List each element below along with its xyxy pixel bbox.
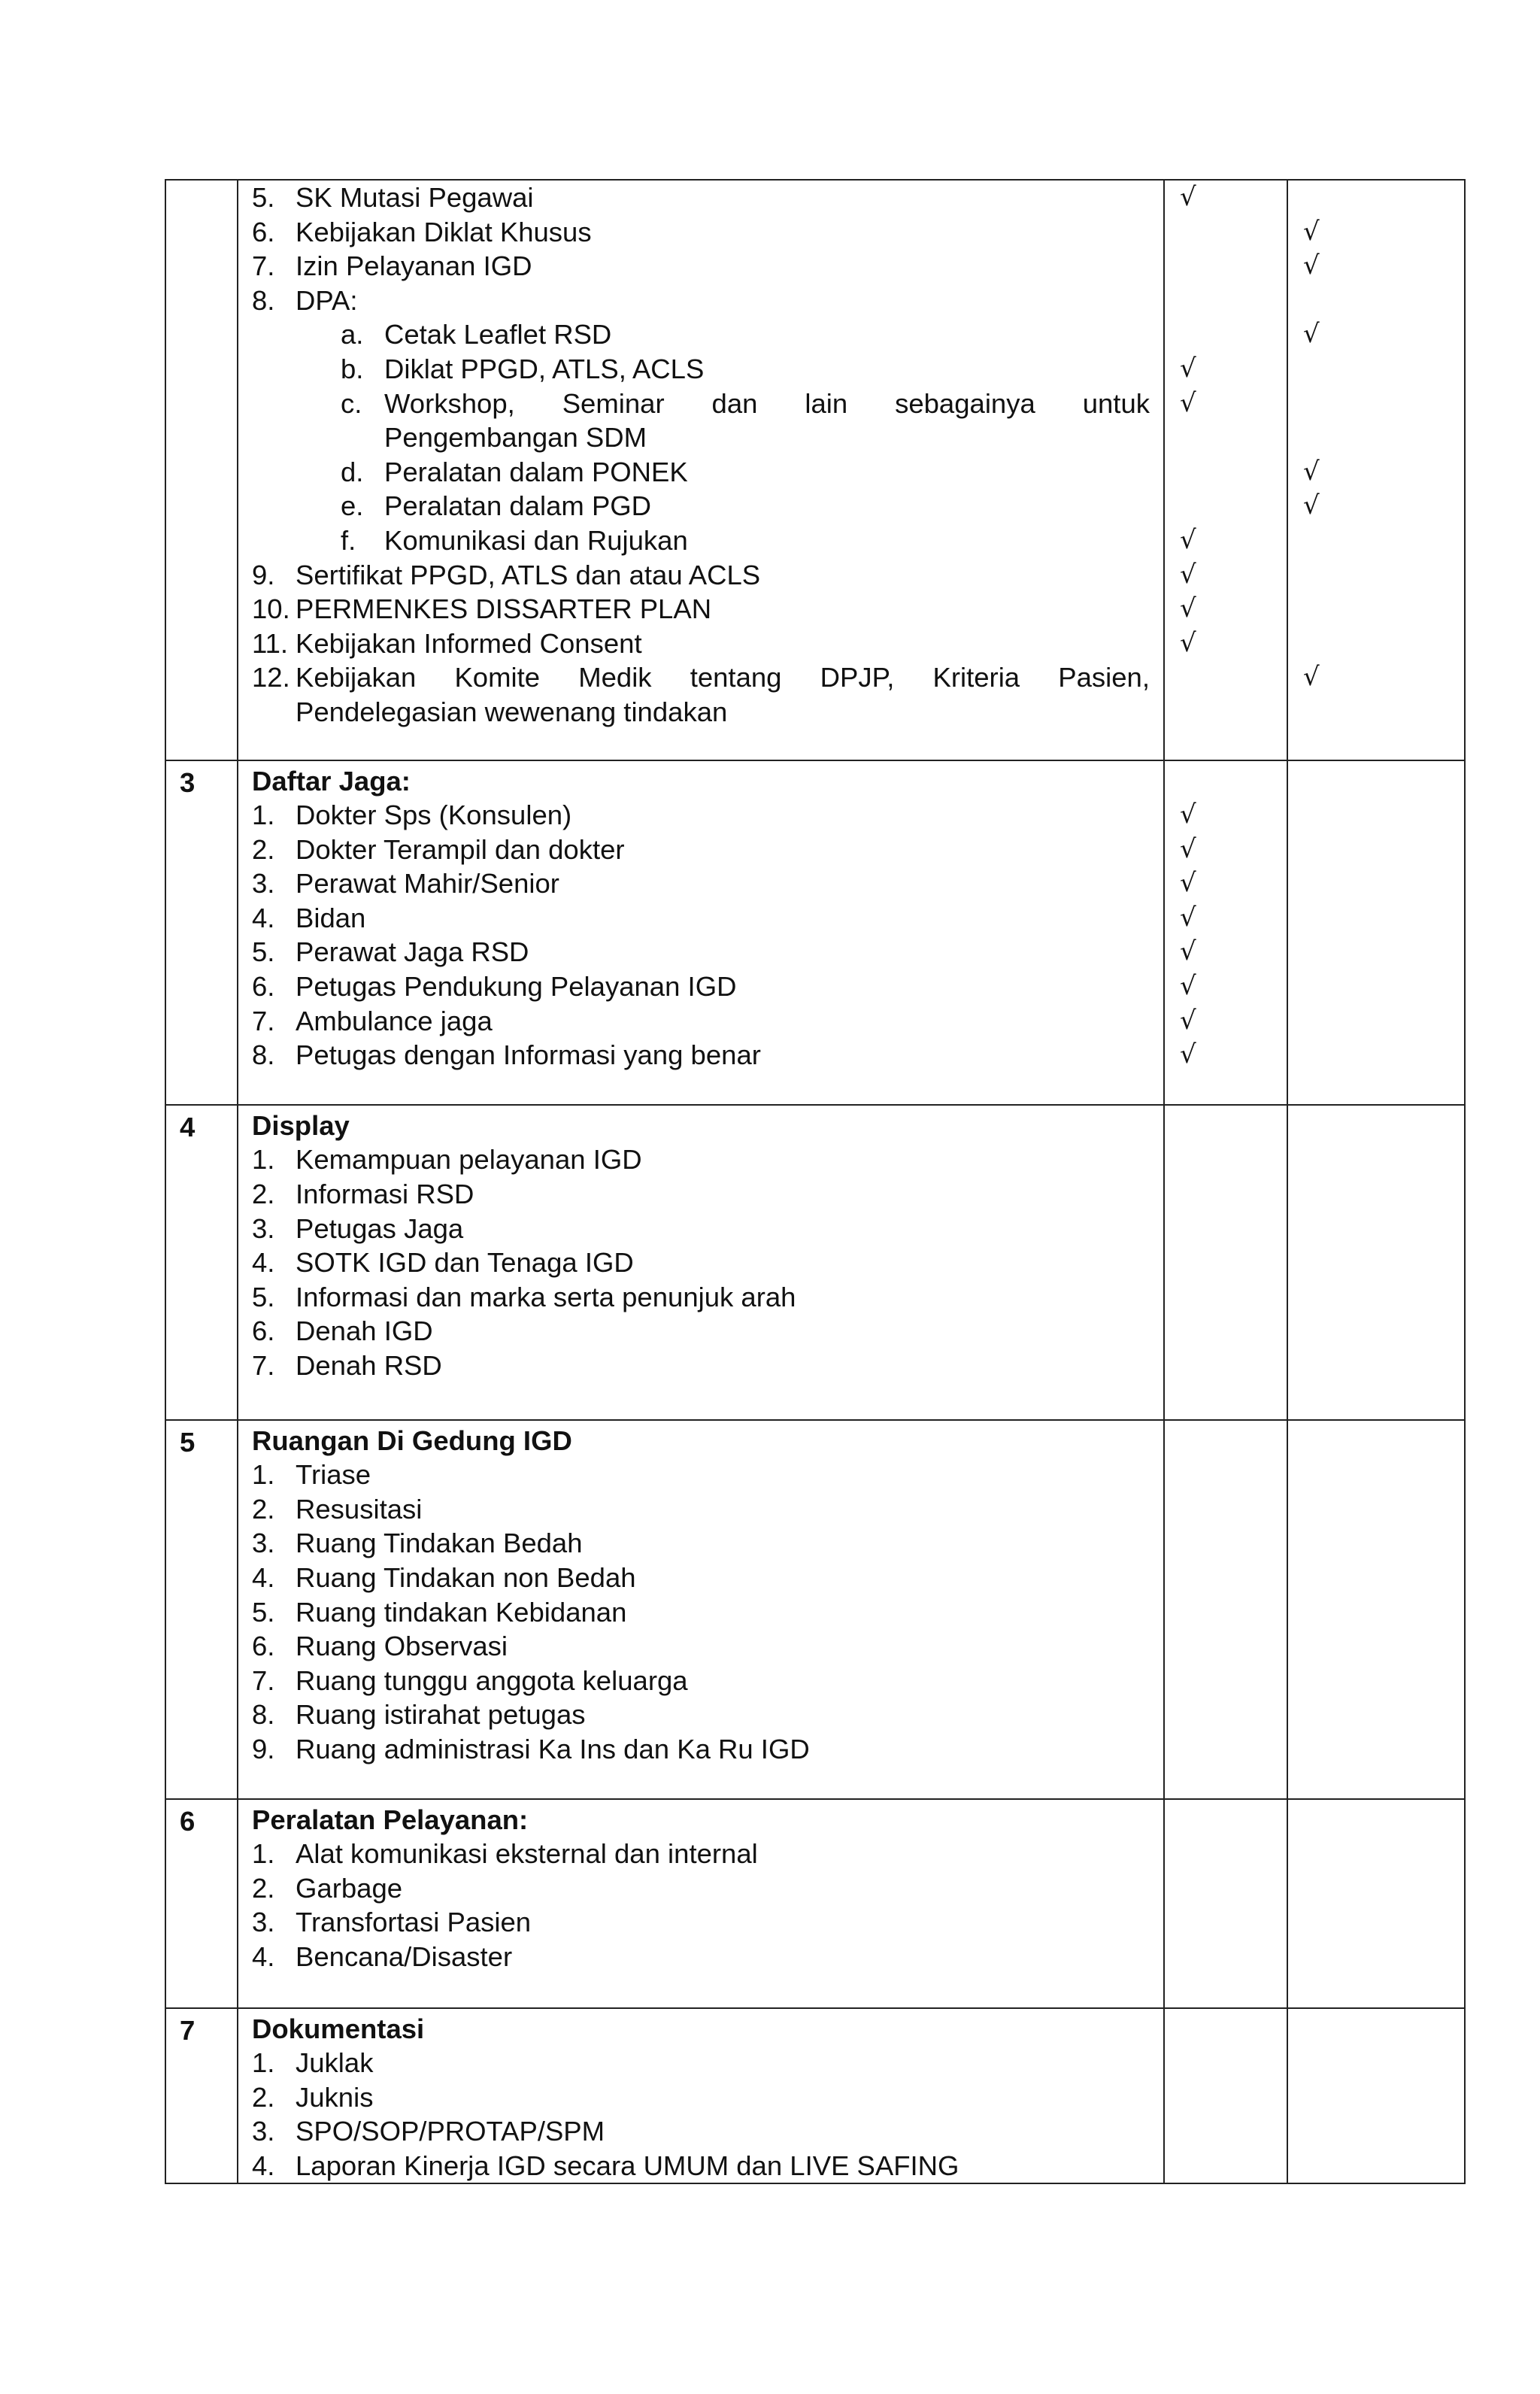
empty-check-slot <box>1165 660 1287 695</box>
empty-check-slot <box>1288 1004 1464 1039</box>
list-item <box>238 387 1163 421</box>
empty-check-slot <box>1288 1142 1464 1177</box>
empty-check-slot <box>1165 1424 1287 1458</box>
empty-check-slot <box>1165 1109 1287 1143</box>
empty-check-slot <box>1165 1246 1287 1280</box>
empty-check-slot <box>1165 1212 1287 1246</box>
item-text: Triase <box>296 1459 371 1491</box>
list-item <box>238 1837 1163 1871</box>
check-mark: √ <box>1180 902 1196 933</box>
item-text: Pendelegasian wewenang tindakan <box>296 696 728 727</box>
list-item <box>238 1246 1163 1280</box>
item-text: Cetak Leaflet RSD <box>384 319 612 350</box>
item-text: Petugas dengan Informasi yang benar <box>296 1039 761 1071</box>
list-item <box>238 1905 1163 1940</box>
empty-check-slot <box>1288 1837 1464 1871</box>
item-number: 5. <box>252 1596 275 1628</box>
item-text: Juklak <box>296 2047 374 2079</box>
item-text: Resusitasi <box>296 1493 423 1525</box>
item-text: Peralatan dalam PGD <box>384 490 652 522</box>
item-text: Informasi RSD <box>296 1179 474 1210</box>
item-text: Dokter Sps (Konsulen) <box>296 800 572 831</box>
list-item <box>238 1732 1163 1767</box>
empty-check-slot <box>1288 1698 1464 1732</box>
item-text: Workshop, Seminar dan lain sebagainya untuk <box>384 387 1150 419</box>
empty-check-slot <box>1288 1038 1464 1073</box>
check-mark: √ <box>1303 250 1320 281</box>
list-item <box>238 866 1163 901</box>
item-text: SK Mutasi Pegawai <box>296 182 534 213</box>
empty-check-slot <box>1165 1458 1287 1492</box>
empty-check-slot <box>1165 1142 1287 1177</box>
empty-check-slot <box>1288 764 1464 799</box>
section-heading: Display <box>252 1109 350 1141</box>
check-column-2 <box>1287 180 1465 760</box>
item-number: 1. <box>252 2047 275 2079</box>
row-number-cell <box>165 1105 238 1420</box>
empty-check-slot <box>1288 1664 1464 1698</box>
empty-check-slot <box>1288 833 1464 867</box>
check-mark: √ <box>1180 800 1196 830</box>
item-text: Peralatan dalam PONEK <box>384 456 688 487</box>
empty-check-slot <box>1165 1349 1287 1383</box>
row-number-cell <box>165 1799 238 2008</box>
item-number: 9. <box>252 559 275 590</box>
item-number: 4. <box>252 1561 275 1593</box>
list-item <box>238 1595 1163 1630</box>
item-number: b. <box>341 353 364 384</box>
list-item <box>238 627 1163 661</box>
empty-check-slot <box>1165 1629 1287 1664</box>
item-number: 1. <box>252 800 275 831</box>
empty-check-slot <box>1288 592 1464 627</box>
list-item <box>238 1004 1163 1039</box>
empty-check-slot <box>1288 558 1464 593</box>
empty-check-slot <box>1288 420 1464 455</box>
item-text: Petugas Pendukung Pelayanan IGD <box>296 971 737 1003</box>
item-text: PERMENKES DISSARTER PLAN <box>296 593 712 625</box>
item-text: Ruang istirahat petugas <box>296 1699 586 1731</box>
item-number: 12. <box>252 662 290 693</box>
item-text: Garbage <box>296 1872 403 1904</box>
empty-check-slot <box>1288 352 1464 387</box>
item-number: 1. <box>252 1838 275 1870</box>
check-column-2 <box>1287 1420 1465 1799</box>
item-number: 4. <box>252 902 275 933</box>
item-text: Denah RSD <box>296 1350 442 1381</box>
item-number: 4. <box>252 1940 275 1972</box>
item-number: 9. <box>252 1733 275 1764</box>
row-number: 4 <box>180 1111 196 1142</box>
item-number: 2. <box>252 1493 275 1525</box>
empty-check-slot <box>1165 764 1287 799</box>
empty-check-slot <box>1165 1561 1287 1595</box>
check-mark: √ <box>1180 971 1196 1002</box>
check-mark: √ <box>1180 1005 1196 1036</box>
empty-check-slot <box>1165 1177 1287 1212</box>
table-row <box>165 1799 1465 2008</box>
list-item <box>238 352 1163 387</box>
item-text: Ambulance jaga <box>296 1005 493 1036</box>
check-column-2 <box>1287 760 1465 1105</box>
empty-check-slot <box>1165 1526 1287 1561</box>
list-item <box>238 455 1163 490</box>
item-text: Ruang Tindakan non Bedah <box>296 1561 636 1593</box>
item-text: Ruang Tindakan Bedah <box>296 1528 583 1559</box>
check-mark: √ <box>1303 662 1320 693</box>
empty-check-slot <box>1288 284 1464 318</box>
section-heading: Ruangan Di Gedung IGD <box>252 1425 572 1456</box>
list-item <box>238 215 1163 250</box>
item-text: Bidan <box>296 902 366 933</box>
list-item <box>238 1038 1163 1073</box>
empty-check-slot <box>1288 1803 1464 1837</box>
check-column-1 <box>1164 1420 1287 1799</box>
row-number-cell <box>165 760 238 1105</box>
empty-check-slot <box>1288 387 1464 421</box>
check-mark: √ <box>1180 833 1196 864</box>
empty-check-slot <box>1288 1905 1464 1940</box>
list-item <box>238 1212 1163 1246</box>
table-row <box>165 1105 1465 1420</box>
section-heading: Dokumentasi <box>252 2013 425 2044</box>
empty-check-slot <box>1165 249 1287 284</box>
check-column-1 <box>1164 1105 1287 1420</box>
item-list-cell <box>238 1105 1164 1420</box>
list-item <box>238 1458 1163 1492</box>
list-item <box>238 969 1163 1004</box>
item-number: 7. <box>252 250 275 282</box>
list-item <box>238 489 1163 523</box>
item-text: Ruang Observasi <box>296 1631 508 1662</box>
empty-check-slot <box>1288 1940 1464 1974</box>
item-number: 5. <box>252 182 275 213</box>
empty-check-slot <box>1165 2012 1287 2047</box>
list-item <box>238 1698 1163 1732</box>
item-text: Izin Pelayanan IGD <box>296 250 532 282</box>
list-item <box>238 317 1163 352</box>
empty-check-slot <box>1165 284 1287 318</box>
item-number: 2. <box>252 1872 275 1904</box>
row-number <box>166 181 237 185</box>
check-mark: √ <box>1180 524 1196 555</box>
list-item <box>238 833 1163 867</box>
empty-check-slot <box>1288 935 1464 969</box>
item-list-cell <box>238 760 1164 1105</box>
empty-check-slot <box>1288 1526 1464 1561</box>
empty-check-slot <box>1165 1837 1287 1871</box>
check-mark: √ <box>1180 353 1196 384</box>
table-row <box>165 760 1465 1105</box>
list-item <box>238 798 1163 833</box>
list-item <box>238 2149 1163 2183</box>
empty-check-slot <box>1288 695 1464 730</box>
item-text: SPO/SOP/PROTAP/SPM <box>296 2116 605 2147</box>
empty-check-slot <box>1165 1595 1287 1630</box>
empty-check-slot <box>1288 1349 1464 1383</box>
empty-check-slot <box>1288 1595 1464 1630</box>
item-text: Petugas Jaga <box>296 1212 464 1244</box>
item-number: 3. <box>252 1907 275 1938</box>
empty-check-slot <box>1288 2080 1464 2115</box>
row-number-cell <box>165 180 238 760</box>
empty-check-slot <box>1288 1109 1464 1143</box>
empty-check-slot <box>1165 2080 1287 2115</box>
item-number: 8. <box>252 1039 275 1071</box>
item-text: Kebijakan Informed Consent <box>296 627 642 659</box>
list-item <box>238 1177 1163 1212</box>
empty-check-slot <box>1288 1246 1464 1280</box>
check-mark: √ <box>1303 490 1320 521</box>
item-list-cell <box>238 1420 1164 1799</box>
row-number: 5 <box>180 1426 196 1458</box>
empty-check-slot <box>1165 2046 1287 2080</box>
item-list-cell <box>238 1799 1164 2008</box>
empty-check-slot <box>1288 866 1464 901</box>
item-text: Juknis <box>296 2081 374 2113</box>
empty-check-slot <box>1165 1314 1287 1349</box>
item-number: 2. <box>252 833 275 865</box>
item-number: 5. <box>252 936 275 968</box>
item-number: 3. <box>252 1212 275 1244</box>
empty-check-slot <box>1165 1732 1287 1767</box>
check-mark: √ <box>1303 319 1320 350</box>
check-column-2 <box>1287 2008 1465 2184</box>
item-text: DPA: <box>296 284 358 316</box>
empty-check-slot <box>1288 1177 1464 1212</box>
item-text: Ruang tindakan Kebidanan <box>296 1596 627 1628</box>
item-number: 5. <box>252 1281 275 1312</box>
list-item <box>238 935 1163 969</box>
empty-check-slot <box>1165 1905 1287 1940</box>
empty-check-slot <box>1288 2012 1464 2047</box>
item-text: Komunikasi dan Rujukan <box>384 524 688 556</box>
item-text: Perawat Mahir/Senior <box>296 868 559 900</box>
item-text: Informasi dan marka serta penunjuk arah <box>296 1281 796 1312</box>
empty-check-slot <box>1288 1629 1464 1664</box>
empty-check-slot <box>1288 1492 1464 1527</box>
list-item <box>238 1940 1163 1974</box>
empty-check-slot <box>1165 1803 1287 1837</box>
item-text: Denah IGD <box>296 1315 433 1347</box>
item-number: 10. <box>252 593 290 625</box>
empty-check-slot <box>1165 2114 1287 2149</box>
item-list-cell <box>238 180 1164 760</box>
empty-check-slot <box>1288 2046 1464 2080</box>
check-mark: √ <box>1180 627 1196 658</box>
check-column-1 <box>1164 180 1287 760</box>
item-number: f. <box>341 524 356 556</box>
empty-check-slot <box>1165 455 1287 490</box>
empty-check-slot <box>1288 1314 1464 1349</box>
row-number: 3 <box>180 766 196 798</box>
item-text: Kebijakan Diklat Khusus <box>296 216 592 247</box>
empty-check-slot <box>1165 2149 1287 2183</box>
item-number: d. <box>341 456 364 487</box>
row-number: 6 <box>180 1805 196 1837</box>
checklist-body <box>165 180 1465 2183</box>
list-item <box>238 558 1163 593</box>
item-text: Transfortasi Pasien <box>296 1907 532 1938</box>
check-mark: √ <box>1180 387 1196 418</box>
empty-check-slot <box>1165 1664 1287 1698</box>
item-number: a. <box>341 319 364 350</box>
empty-check-slot <box>1288 2149 1464 2183</box>
empty-check-slot <box>1288 798 1464 833</box>
item-number: 6. <box>252 971 275 1003</box>
check-mark: √ <box>1180 559 1196 590</box>
item-number: 11. <box>252 627 289 659</box>
section-heading: Peralatan Pelayanan: <box>252 1804 529 1835</box>
empty-check-slot <box>1288 2114 1464 2149</box>
empty-check-slot <box>1165 215 1287 250</box>
item-text: Kebijakan Komite Medik tentang DPJP, Kriteria Pasien, <box>296 662 1150 693</box>
list-item <box>238 249 1163 284</box>
list-item <box>238 1492 1163 1527</box>
empty-check-slot <box>1288 181 1464 215</box>
item-text: Diklat PPGD, ATLS, ACLS <box>384 353 705 384</box>
empty-check-slot <box>1165 1698 1287 1732</box>
list-item <box>238 2080 1163 2115</box>
item-text: Perawat Jaga RSD <box>296 936 529 968</box>
item-text: Alat komunikasi eksternal dan internal <box>296 1838 758 1870</box>
empty-check-slot <box>1165 1871 1287 1906</box>
empty-check-slot <box>1288 1871 1464 1906</box>
check-column-1 <box>1164 2008 1287 2184</box>
empty-check-slot <box>1165 317 1287 352</box>
empty-check-slot <box>1165 489 1287 523</box>
list-item <box>238 181 1163 215</box>
check-column-1 <box>1164 760 1287 1105</box>
check-mark: √ <box>1303 456 1320 487</box>
item-number: 6. <box>252 1315 275 1347</box>
list-item <box>238 1280 1163 1315</box>
row-number: 7 <box>180 2014 196 2046</box>
check-mark: √ <box>1303 216 1320 247</box>
table-row <box>165 2008 1465 2184</box>
check-mark: √ <box>1180 1039 1196 1070</box>
item-number: 7. <box>252 1664 275 1696</box>
list-item <box>238 1871 1163 1906</box>
item-number: 4. <box>252 1247 275 1279</box>
empty-check-slot <box>1288 523 1464 558</box>
check-mark: √ <box>1180 182 1196 212</box>
item-number: 2. <box>252 2081 275 2113</box>
list-item <box>238 1314 1163 1349</box>
empty-check-slot <box>1165 1940 1287 1974</box>
item-text: Laporan Kinerja IGD secara UMUM dan LIVE SAFING <box>296 2150 959 2181</box>
list-item <box>238 284 1163 318</box>
empty-check-slot <box>1165 1492 1287 1527</box>
list-item <box>238 901 1163 936</box>
row-number-cell <box>165 2008 238 2184</box>
item-number: 3. <box>252 1528 275 1559</box>
item-number: 4. <box>252 2150 275 2181</box>
list-item <box>238 1629 1163 1664</box>
empty-check-slot <box>1288 1424 1464 1458</box>
empty-check-slot <box>1288 969 1464 1004</box>
table-row <box>165 180 1465 760</box>
list-item <box>238 1561 1163 1595</box>
empty-check-slot <box>1165 420 1287 455</box>
item-number: c. <box>341 387 362 419</box>
check-column-2 <box>1287 1105 1465 1420</box>
list-item <box>238 1142 1163 1177</box>
item-text: SOTK IGD dan Tenaga IGD <box>296 1247 634 1279</box>
item-number: e. <box>341 490 364 522</box>
empty-check-slot <box>1288 1280 1464 1315</box>
list-item <box>238 420 1163 455</box>
list-item <box>238 592 1163 627</box>
list-item <box>238 660 1163 695</box>
empty-check-slot <box>1288 1732 1464 1767</box>
item-number: 6. <box>252 216 275 247</box>
item-number: 2. <box>252 1179 275 1210</box>
item-list-cell <box>238 2008 1164 2184</box>
empty-check-slot <box>1288 901 1464 936</box>
table-row <box>165 1420 1465 1799</box>
empty-check-slot <box>1165 695 1287 730</box>
item-text: Ruang administrasi Ka Ins dan Ka Ru IGD <box>296 1733 810 1764</box>
list-item <box>238 695 1163 730</box>
check-column-2 <box>1287 1799 1465 2008</box>
list-item <box>238 1664 1163 1698</box>
item-number: 7. <box>252 1350 275 1381</box>
item-text: Dokter Terampil dan dokter <box>296 833 625 865</box>
list-item <box>238 2046 1163 2080</box>
item-number: 8. <box>252 1699 275 1731</box>
empty-check-slot <box>1288 1458 1464 1492</box>
check-mark: √ <box>1180 936 1196 967</box>
item-text: Pengembangan SDM <box>384 422 647 454</box>
list-item <box>238 523 1163 558</box>
empty-check-slot <box>1288 1561 1464 1595</box>
check-mark: √ <box>1180 593 1196 624</box>
item-number: 3. <box>252 2116 275 2147</box>
item-number: 3. <box>252 868 275 900</box>
item-number: 7. <box>252 1005 275 1036</box>
list-item <box>238 2114 1163 2149</box>
empty-check-slot <box>1288 627 1464 661</box>
row-number-cell <box>165 1420 238 1799</box>
item-text: Ruang tunggu anggota keluarga <box>296 1664 688 1696</box>
checklist-table <box>165 179 1466 2184</box>
empty-check-slot <box>1165 1280 1287 1315</box>
check-mark: √ <box>1180 868 1196 899</box>
empty-check-slot <box>1288 1212 1464 1246</box>
list-item <box>238 1526 1163 1561</box>
item-number: 1. <box>252 1459 275 1491</box>
item-number: 6. <box>252 1631 275 1662</box>
item-text: Sertifikat PPGD, ATLS dan atau ACLS <box>296 559 761 590</box>
check-column-1 <box>1164 1799 1287 2008</box>
item-number: 1. <box>252 1144 275 1176</box>
list-item <box>238 1349 1163 1383</box>
section-heading: Daftar Jaga: <box>252 765 411 796</box>
item-number: 8. <box>252 284 275 316</box>
item-text: Kemampuan pelayanan IGD <box>296 1144 642 1176</box>
item-text: Bencana/Disaster <box>296 1940 513 1972</box>
